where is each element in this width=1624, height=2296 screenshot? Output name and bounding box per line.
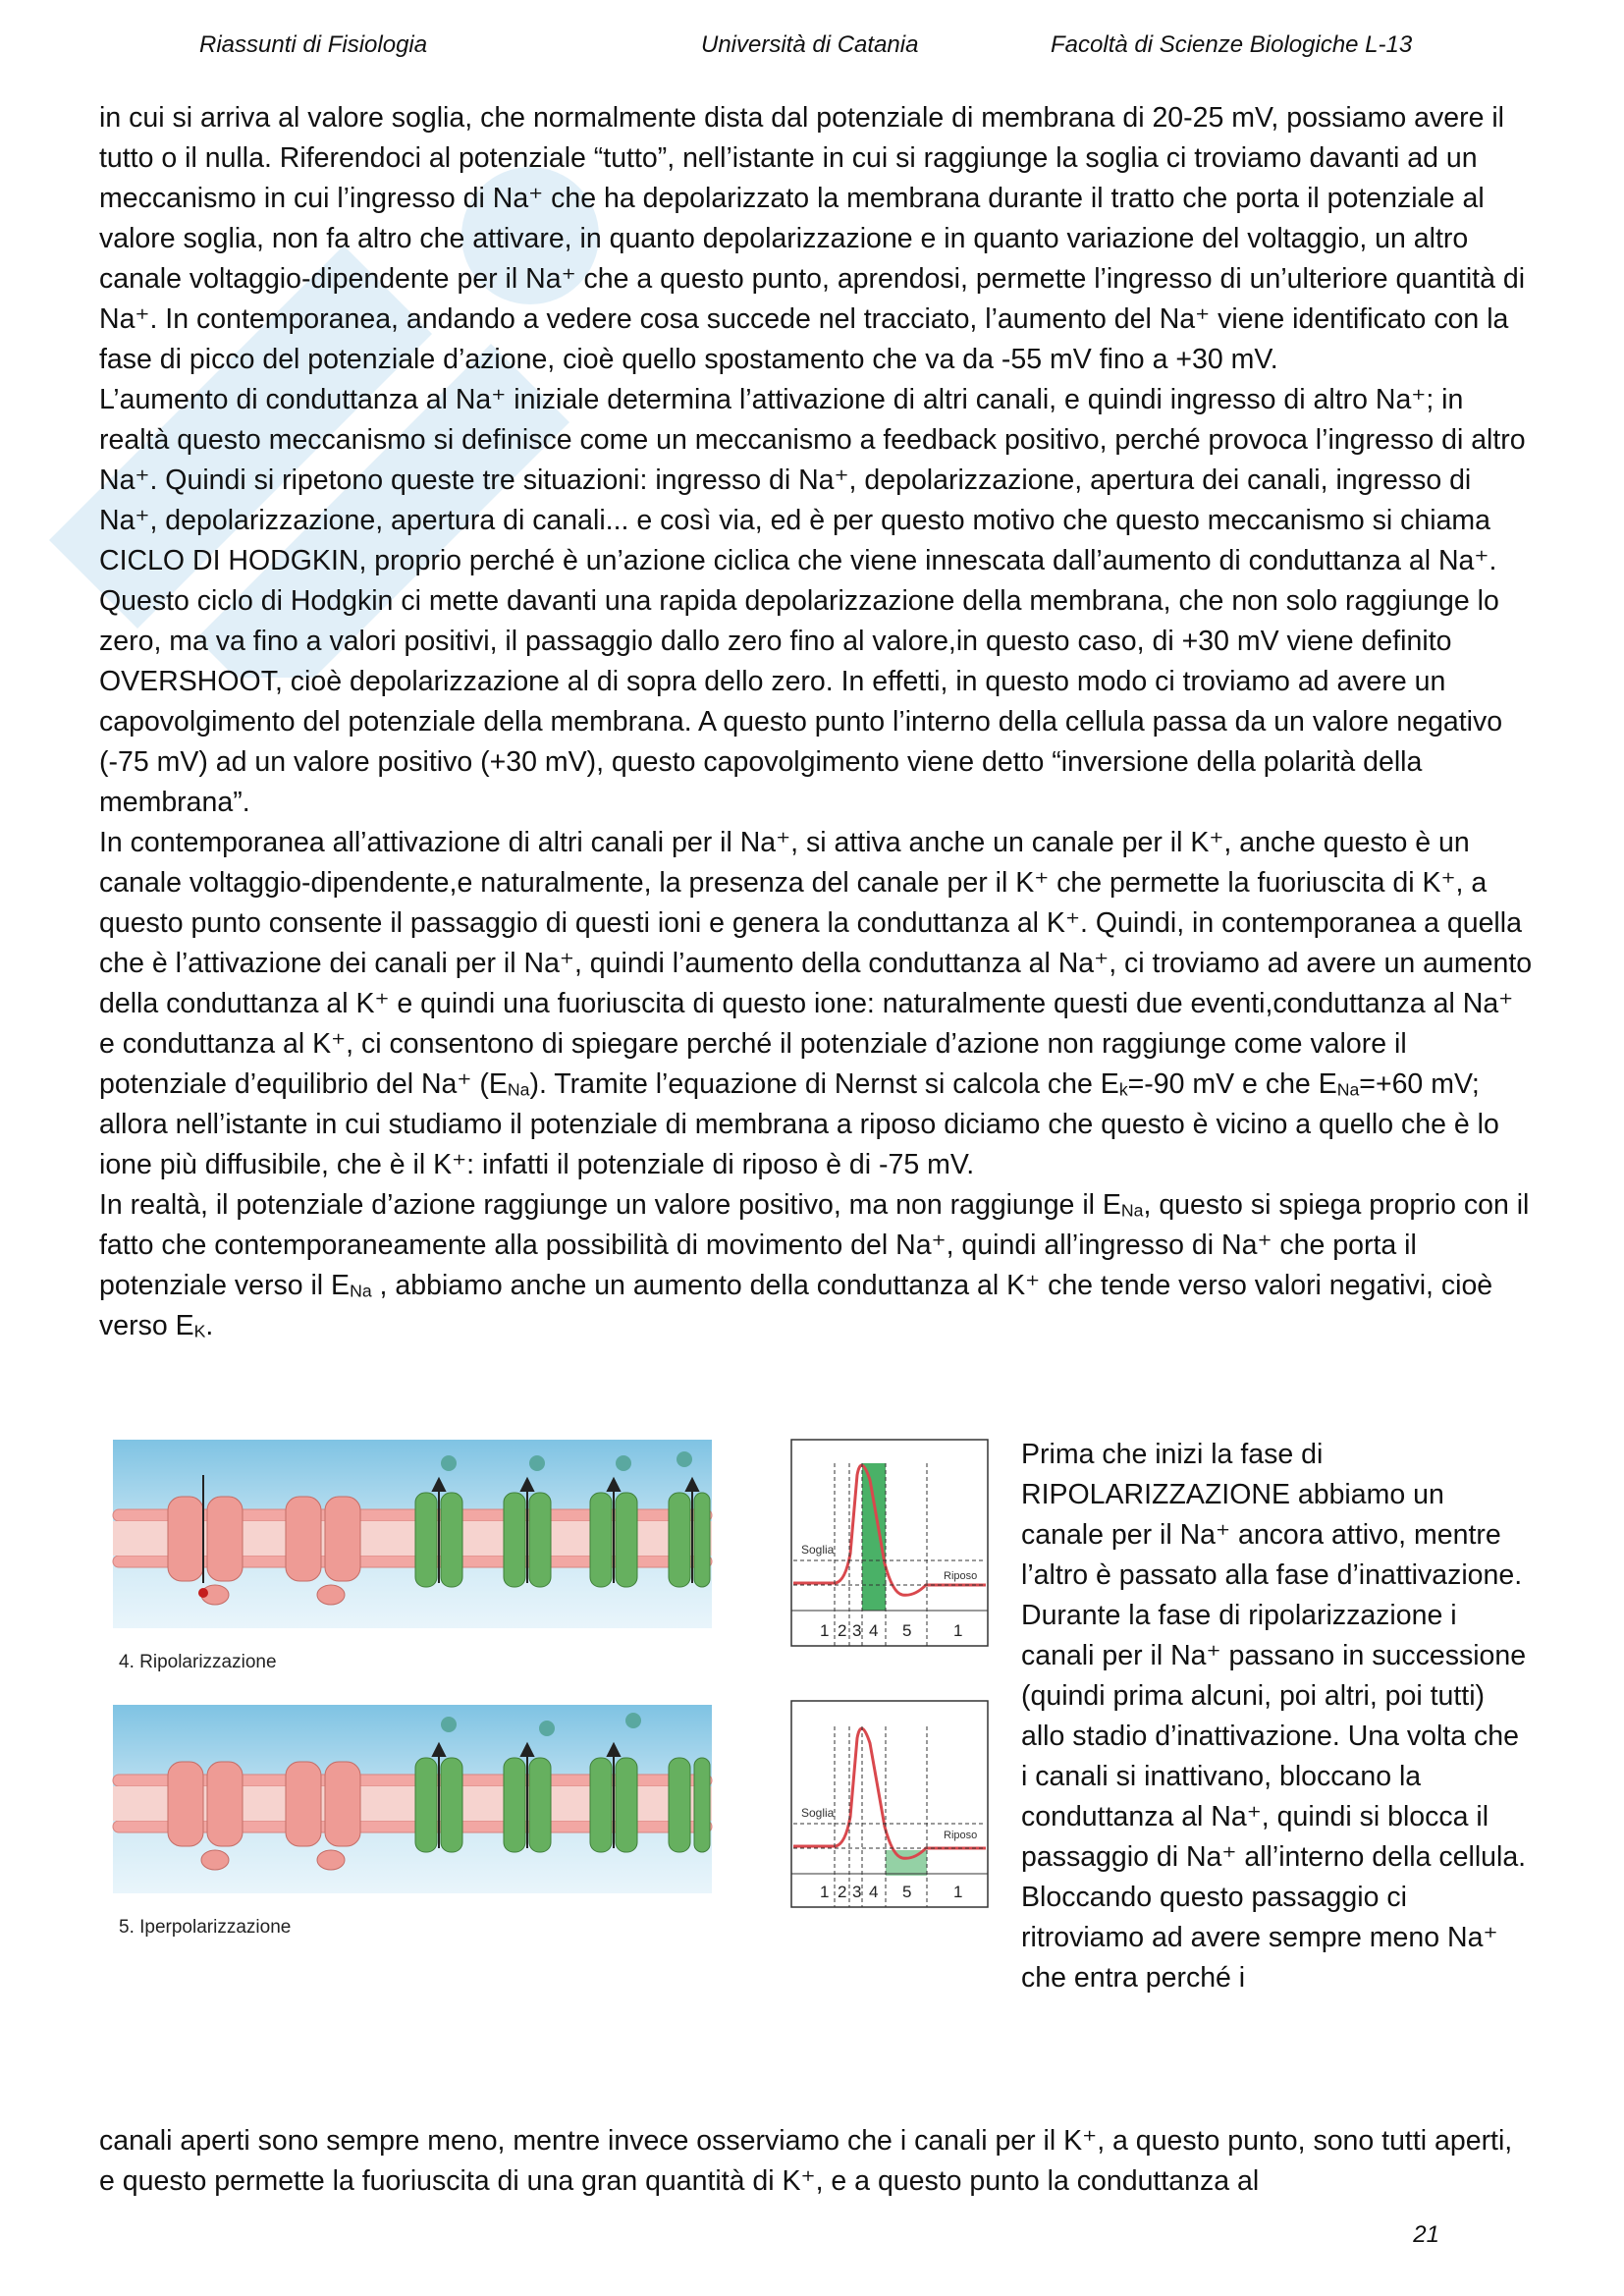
phase-label: 3	[852, 1883, 862, 1901]
phase-label: 5	[902, 1621, 912, 1640]
trace-panel-repolarization	[791, 1440, 988, 1646]
header-left: Riassunti di Fisiologia	[199, 31, 428, 58]
riposo-label-1: Riposo	[944, 1570, 978, 1582]
action-potential-figure	[99, 1436, 1002, 1956]
phase-label: 3	[852, 1621, 862, 1640]
phase-label: 1	[953, 1621, 963, 1640]
soglia-label-2: Soglia	[801, 1806, 835, 1820]
paragraph-3: In contemporanea all’attivazione di altri canali per il Na⁺, si attiva anche un canale per il K⁺, anche questo è un canale voltaggio-dipendente,e naturalmente, la presenza del canale per il K⁺ che permette la fuoriuscita di K⁺, a questo punto consente il passaggio di questi ioni e genera la conduttanza al K⁺. Quindi, in contemporanea a quella che è l’attivazione dei canali per il Na⁺, quindi l’aumento della conduttanza al Na⁺, ci troviamo ad avere un aumento della conduttanza al K⁺ e quindi una fuoriuscita di questo ione: naturalmente questi due eventi,conduttanza al Na⁺ e conduttanza al K⁺, ci consentono di spiegare perché il potenziale d’azione non raggiunge come valore il potenziale d’equilibrio del Na⁺ $(E_{Na})$. Tramite l’equazione di Nernst si calcola che $E_k=-90$ mV e che $E_{Na}=+60$ mV; allora nell’istante in cui studiamo il potenziale di membrana a riposo diciamo che questo è vicino a quello che è lo ione più diffusibile, che è il K⁺: infatti il potenziale di riposo è di -75 mV.	[99, 827, 1533, 1180]
membrane-panel-repolarization	[113, 1440, 712, 1672]
page-header	[0, 31, 1624, 71]
phase-label: 5	[902, 1883, 912, 1901]
page-number: 21	[1413, 2221, 1439, 2248]
main-text	[99, 98, 1533, 1346]
side-paragraph-2: Bloccando questo passaggio ci ritroviamo ad avere sempre meno Na⁺ che entra perché i	[1021, 1882, 1498, 1994]
caption-hyperpolarization: 5. Iperpolarizzazione	[119, 1917, 292, 1938]
paragraph-4: In realtà, il potenziale d’azione raggiunge un valore positivo, ma non raggiunge il $E_{Na}$, questo si spiega proprio con il fatto che contemporaneamente alla possibilità di movimento del Na⁺, quindi all’ingresso di Na⁺ che porta il potenziale verso il $E_{Na}$ , abbiamo anche un aumento della conduttanza al K⁺ che tende verso valori negativi, cioè verso $E_K$.	[99, 1189, 1530, 1341]
trace-panel-hyperpolarization	[791, 1701, 988, 1907]
riposo-label-2: Riposo	[944, 1830, 978, 1841]
caption-repolarization: 4. Ripolarizzazione	[119, 1652, 277, 1672]
phase-label: 2	[838, 1621, 847, 1640]
phase-label: 1	[953, 1883, 963, 1901]
phase-label: 2	[838, 1883, 847, 1901]
phase-label: 1	[820, 1621, 830, 1640]
phase-label: 4	[869, 1621, 879, 1640]
phase-label: 1	[820, 1883, 830, 1901]
header-center: Università di Catania	[701, 31, 919, 58]
side-paragraph-1: Prima che inizi la fase di RIPOLARIZZAZIONE abbiamo un canale per il Na⁺ ancora attivo, mentre l’altro è passato alla fase d’inattivazione. Durante la fase di ripolarizzazione i canali per il Na⁺ passano in successione (quindi prima alcuni, poi altri, poi tutti) allo stadio d’inattivazione. Una volta che i canali si inattivano, bloccano la conduttanza al Na⁺, quindi si blocca il passaggio di Na⁺ all’interno della cellula.	[1021, 1439, 1527, 1873]
header-right: Facoltà di Scienze Biologiche L-13	[1051, 31, 1413, 58]
bottom-paragraph: canali aperti sono sempre meno, mentre invece osserviamo che i canali per il K⁺, a questo punto, sono tutti aperti, e questo permette la fuoriuscita di una gran quantità di K⁺, e a questo punto la conduttanza al	[99, 2125, 1513, 2197]
soglia-label-1: Soglia	[801, 1543, 835, 1557]
bottom-text	[99, 2121, 1533, 2202]
paragraph-2: L’aumento di conduttanza al Na⁺ iniziale determina l’attivazione di altri canali, e quindi ingresso di altro Na⁺; in realtà questo meccanismo si definisce come un meccanismo a feedback positivo, perché provoca l’ingresso di altro Na⁺. Quindi si ripetono queste tre situazioni: ingresso di Na⁺, depolarizzazione, apertura dei canali, ingresso di Na⁺, depolarizzazione, apertura di canali... e così via, ed è per questo motivo che questo meccanismo si chiama CICLO DI HODGKIN, proprio perché è un’azione ciclica che viene innescata dall’aumento di conduttanza al Na⁺. Questo ciclo di Hodgkin ci mette davanti una rapida depolarizzazione della membrana, che non solo raggiunge lo zero, ma va fino a valori positivi, il passaggio dallo zero fino al valore,in questo caso, di +30 mV viene definito OVERSHOOT, cioè depolarizzazione al di sopra dello zero. In effetti, in questo modo ci troviamo ad avere un capovolgimento del potenziale della membrana. A questo punto l’interno della cellula passa da un valore negativo (-75 mV) ad un valore positivo (+30 mV), questo capovolgimento viene detto “inversione della polarità della membrana”.	[99, 384, 1526, 818]
paragraph-1: in cui si arriva al valore soglia, che normalmente dista dal potenziale di membrana di 20-25 mV, possiamo avere il tutto o il nulla. Riferendoci al potenziale “tutto”, nell’istante in cui si raggiunge la soglia ci troviamo davanti ad un meccanismo in cui l’ingresso di Na⁺ che ha depolarizzato la membrana durante il tratto che porta il potenziale al valore soglia, non fa altro che attivare, in quanto depolarizzazione e in quanto variazione del voltaggio, un altro canale voltaggio-dipendente per il Na⁺ che a questo punto, aprendosi, permette l’ingresso di un’ulteriore quantità di Na⁺. In contemporanea, andando a vedere cosa succede nel tracciato, l’aumento del Na⁺ viene identificato con la fase di picco del potenziale d’azione, cioè quello spostamento che va da -55 mV fino a +30 mV.	[99, 102, 1526, 375]
side-text	[1021, 1435, 1532, 1998]
membrane-panel-hyperpolarization	[113, 1705, 712, 1938]
phase-label: 4	[869, 1883, 879, 1901]
